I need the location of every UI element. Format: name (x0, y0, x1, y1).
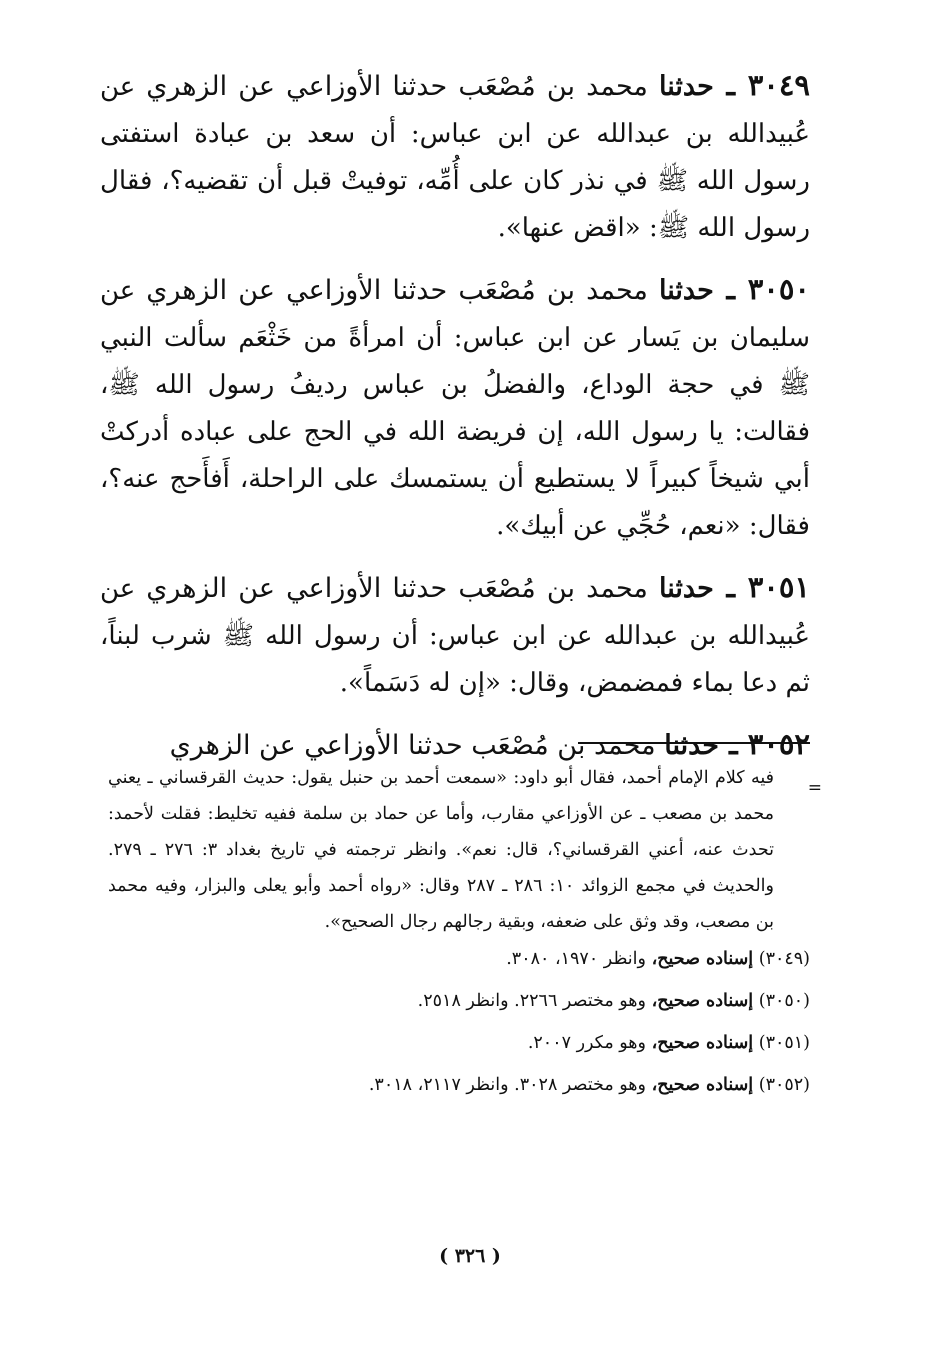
footnote-ref: (٣٠٥٠) (758, 991, 810, 1011)
hadith-first-line: محمد بن مُصْعَب حدثنا الأوزاعي عن الزهري (169, 730, 656, 761)
hadith-first-line: محمد بن مُصْعَب حدثنا الأوزاعي عن الزهري (146, 275, 648, 306)
footnotes (108, 742, 822, 1110)
page-number: ( ٣٢٦ ) (439, 1245, 501, 1267)
hadith-number: ٣٠٤٩ (747, 68, 810, 102)
footnote-ref: (٣٠٤٩) (758, 949, 810, 969)
footnote-continuation: فيه كلام الإمام أحمد، فقال أبو داود: «سمعت أحمد بن حنبل يقول: حديث القرقساني ـ يعني محمد بن مصعب ـ عن الأوزاعي مقارب، وأما عن حماد بن سلمة ففيه تخليط: فقلت لأحمد: تحدث عنه، أعني القرقساني؟، قال: نعم». وانظر ترجمته في تاريخ بغداد ٣: ٢٧٦ ـ ٢٧٩. والحديث في مجمع الزوائد ١٠: ٢٨٦ ـ ٢٨٧ وقال: «رواه أحمد وأبو يعلى والبزار، وفيه محمد بن مصعب، وقد وثق على ضعفه، وبقية رجالهم رجال الصحيح». (108, 768, 774, 932)
main-text (100, 62, 810, 784)
hadith-lead: حدثنا (664, 730, 719, 761)
footnote-ref: (٣٠٥٢) (758, 1075, 810, 1095)
footnote-item (108, 1026, 810, 1060)
footnote-item (108, 984, 810, 1018)
hadith-body: عن عُبيدالله بن عبدالله عن ابن عباس: أن رسول الله ﷺ شرب لبناً، ثم دعا بماء فمضمض، وقال: «إن له دَسَماً». (100, 574, 810, 698)
footnote-grade: إسناده صحيح، (651, 1075, 754, 1095)
footnote-divider (578, 742, 810, 744)
footnote-continuation-block (108, 760, 822, 940)
footnote-ref: (٣٠٥١) (758, 1033, 810, 1053)
hadith-3051 (100, 564, 810, 707)
hadith-heading: ٣٠٥١ ـ حدثنا محمد بن مُصْعَب حدثنا الأوزاعي عن الزهري (146, 570, 810, 604)
footnote-grade: إسناده صحيح، (651, 1033, 754, 1053)
footnote-item (108, 1068, 810, 1102)
hadith-lead: حدثنا (659, 275, 714, 306)
hadith-lead: حدثنا (659, 573, 714, 604)
hadith-heading: ٣٠٥٠ ـ حدثنا محمد بن مُصْعَب حدثنا الأوزاعي عن الزهري (146, 272, 810, 306)
footnote-text: وهو مختصر ٣٠٢٨. وانظر ٢١١٧، ٣٠١٨. (368, 1075, 646, 1095)
footnote-item (108, 942, 810, 976)
hadith-heading: ٣٠٤٩ ـ حدثنا محمد بن مُصْعَب حدثنا الأوزاعي عن الزهري (146, 68, 810, 102)
hadith-number: ٣٠٥٢ (747, 727, 810, 761)
hadith-3050 (100, 266, 810, 550)
footnote-text: وهو مختصر ٢٢٦٦. وانظر ٢٥١٨. (417, 991, 646, 1011)
continuation-marker: = (807, 778, 822, 798)
footnote-text: وانظر ١٩٧٠، ٣٠٨٠. (506, 949, 646, 969)
hadith-heading: ٣٠٥٢ ـ حدثنا محمد بن مُصْعَب حدثنا الأوزاعي عن الزهري (169, 727, 810, 761)
hadith-body: عن عُبيدالله بن عبدالله عن ابن عباس: أن سعد بن عبادة استفتى رسول الله ﷺ في نذر كان على أُمِّه، توفيتْ قبل أن تقضيه؟، فقال رسول الله ﷺ: «اقض عنها». (100, 72, 810, 243)
footnote-grade: إسناده صحيح، (651, 991, 754, 1011)
footnote-text: وهو مكرر ٢٠٠٧. (527, 1033, 646, 1053)
hadith-number: ٣٠٥١ (747, 570, 810, 604)
hadith-3049 (100, 62, 810, 252)
hadith-first-line: محمد بن مُصْعَب حدثنا الأوزاعي عن الزهري (146, 71, 648, 102)
hadith-body: عن سليمان بن يَسار عن ابن عباس: أن امرأةً من خَثْعَم سألت النبي ﷺ في حجة الوداع، والفضلُ بن عباس رديفُ رسول الله ﷺ، فقالت: يا رسول الله، إن فريضة الله في الحج على عباده أدركتْ أبي شيخاً كبيراً لا يستطيع أن يستمسك على الراحلة، أَفأَحج عنه؟، فقال: «نعم، حُجِّي عن أبيك». (100, 276, 810, 541)
hadith-lead: حدثنا (659, 71, 714, 102)
hadith-first-line: محمد بن مُصْعَب حدثنا الأوزاعي عن الزهري (146, 573, 648, 604)
hadith-number: ٣٠٥٠ (747, 272, 810, 306)
footnote-grade: إسناده صحيح، (651, 949, 754, 969)
